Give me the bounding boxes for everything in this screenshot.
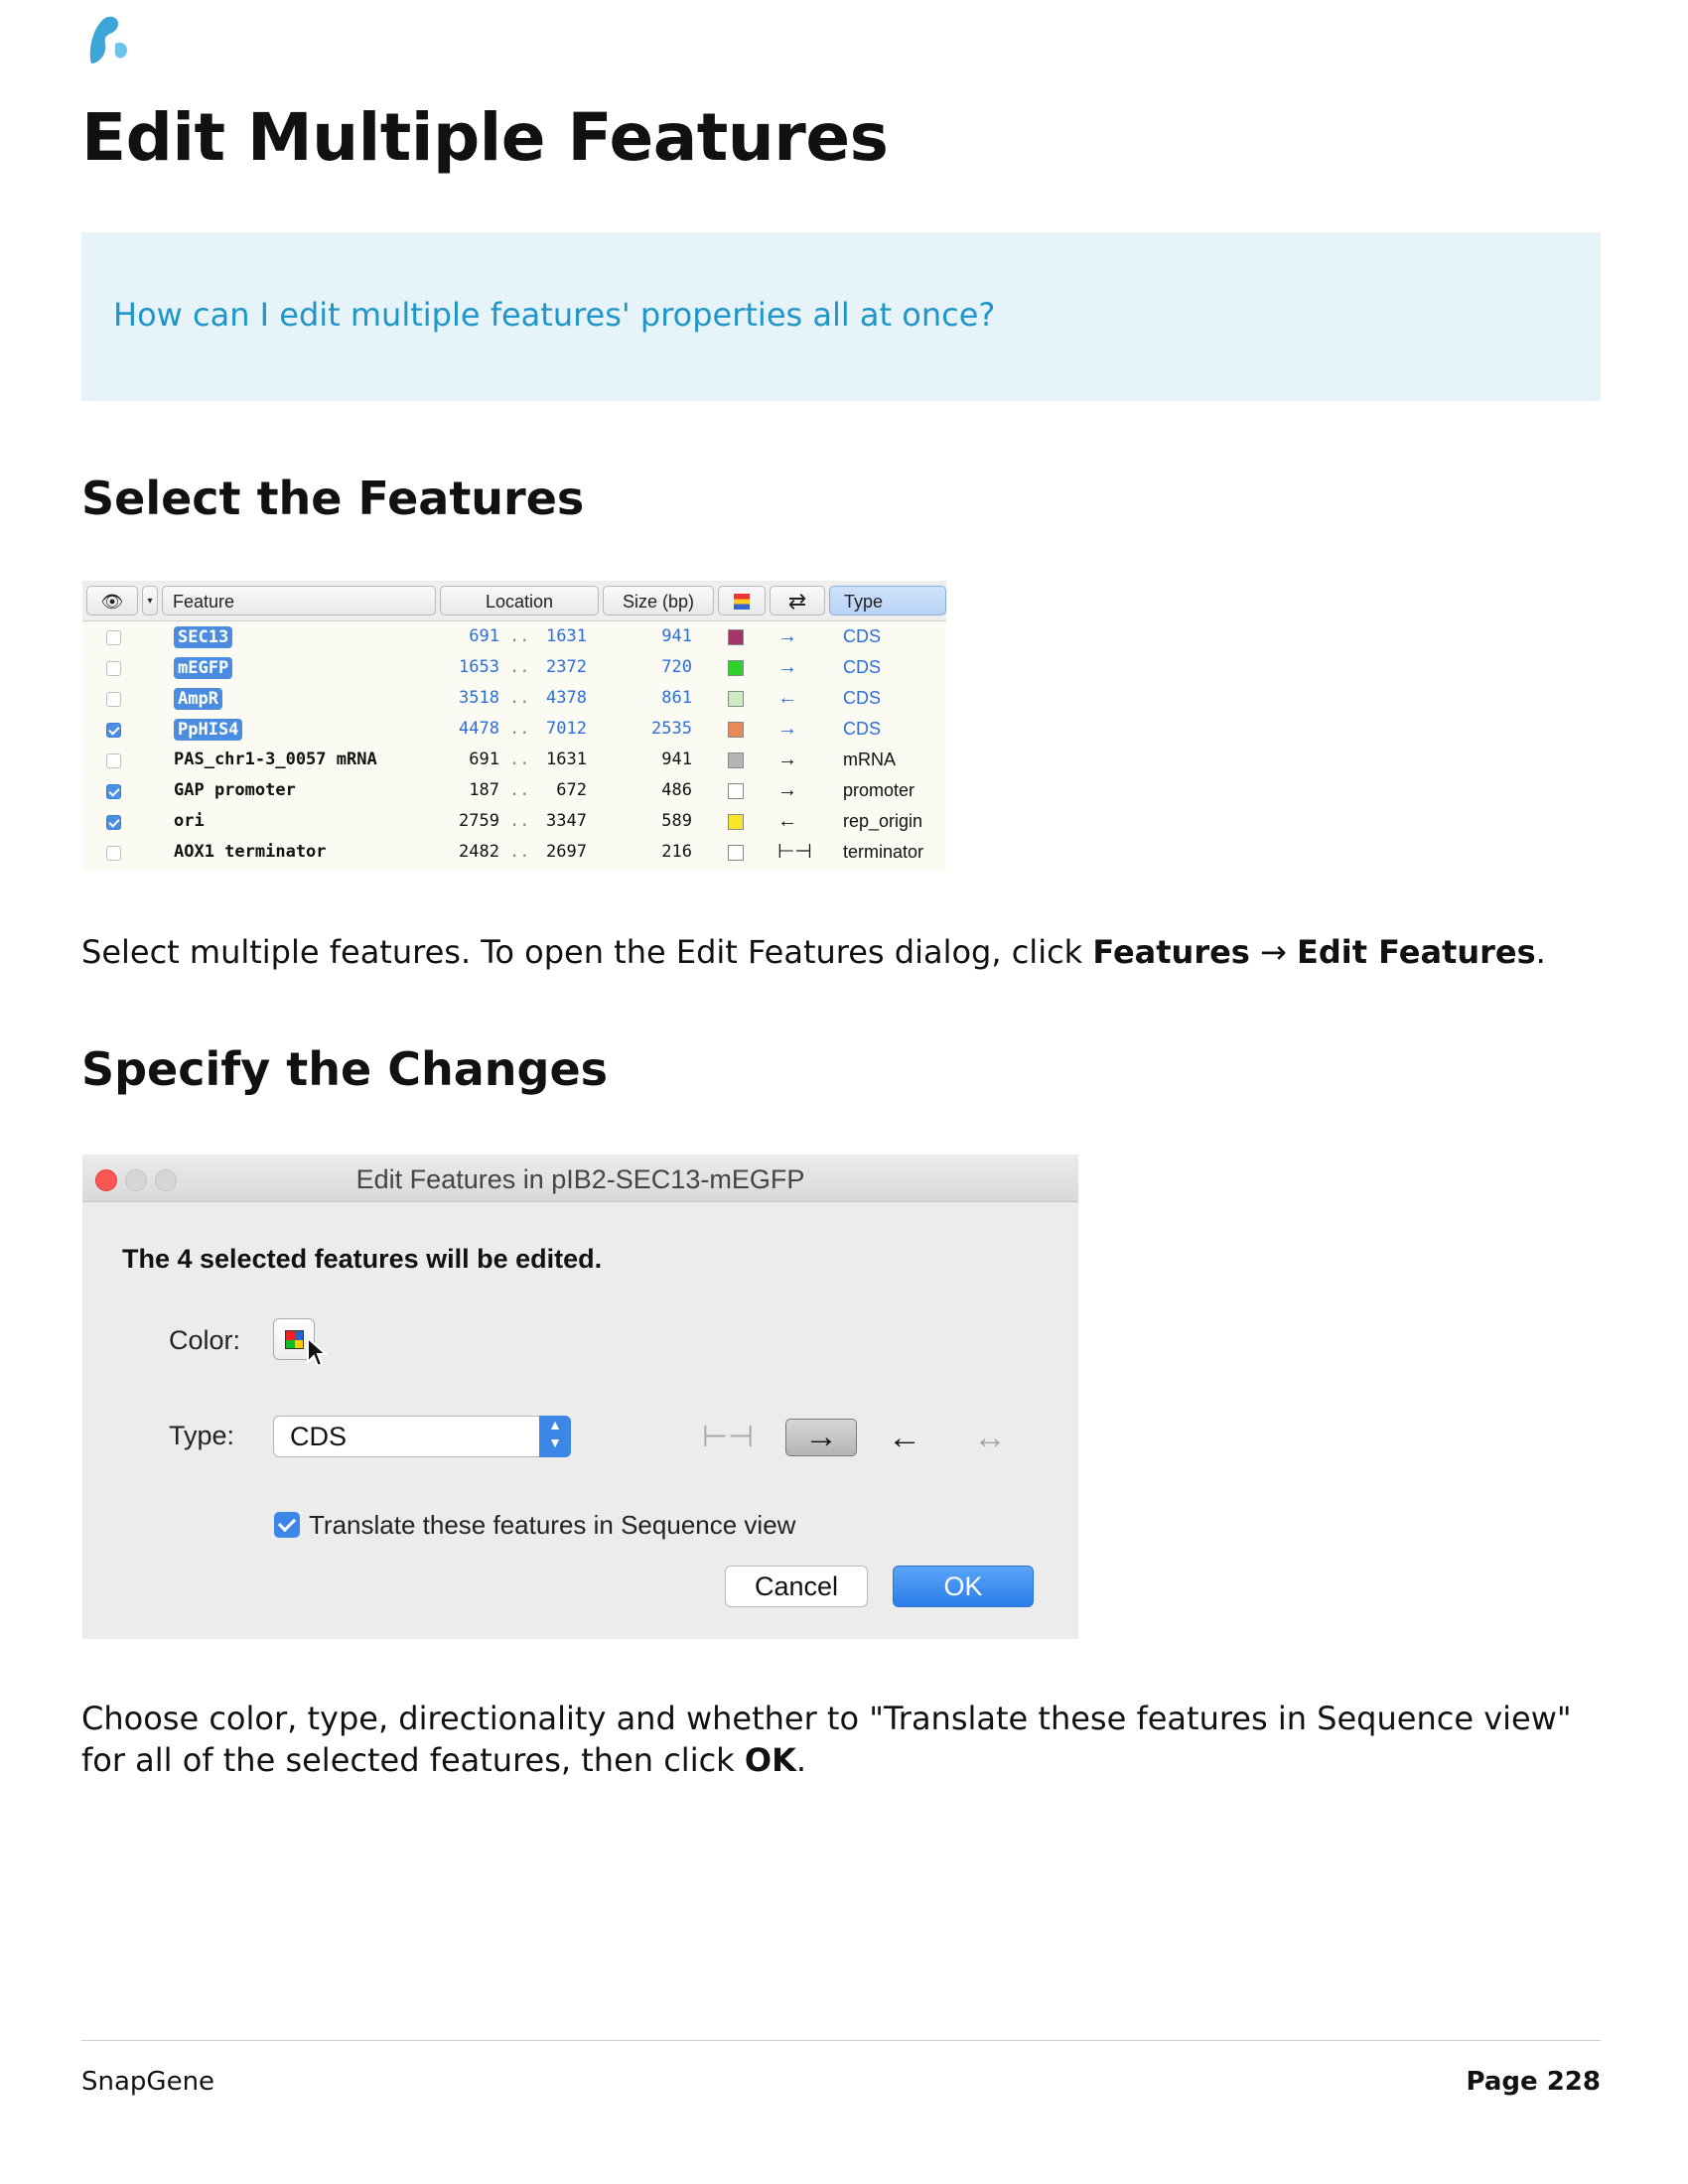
arrow-both-icon: ↔ (973, 1419, 1007, 1456)
instruction-text: Choose color, type, directionality and whether to "Translate these features in Sequence view" for all of the selected features, then click (81, 1700, 1572, 1779)
type-select[interactable] (273, 1416, 571, 1457)
faq-callout (81, 232, 1601, 401)
feature-type: CDS (843, 688, 882, 708)
dialog-title: Edit Features in pIB2-SEC13-mEGFP (355, 1164, 805, 1194)
footer-divider (81, 2040, 1601, 2041)
location-end: 4378 (546, 688, 587, 708)
dialog-titlebar (82, 1155, 1078, 1202)
feature-type: CDS (843, 719, 882, 739)
instruction-text: Select multiple features. To open the Edit Features dialog, click (81, 933, 1093, 971)
instruction-period: . (1535, 933, 1546, 971)
feature-color-swatch[interactable] (728, 783, 744, 799)
direction-column-header[interactable] (770, 586, 825, 615)
feature-type: promoter (843, 780, 915, 800)
location-start: 1653 (459, 657, 499, 677)
feature-type: rep_origin (843, 811, 923, 831)
feature-column-header[interactable]: Feature (162, 586, 436, 615)
type-column-header[interactable]: Type (829, 586, 946, 615)
direction-arrow-icon: → (777, 718, 797, 740)
feature-type: mRNA (843, 750, 896, 769)
cancel-button[interactable]: Cancel (725, 1566, 868, 1607)
features-table-header (82, 581, 946, 621)
row-visibility-checkbox[interactable] (106, 692, 121, 707)
location-end: 2372 (546, 657, 587, 677)
location-start: 2759 (459, 811, 499, 831)
visibility-menu-button[interactable] (142, 586, 158, 615)
features-table-screenshot (82, 581, 946, 871)
location-end: 1631 (546, 750, 587, 769)
select-stepper-icon: ▲ ▼ (539, 1416, 571, 1457)
direction-arrow-icon: → (777, 656, 797, 678)
menu-features: Features (1092, 933, 1250, 971)
feature-name: PpHIS4 (174, 719, 242, 741)
section-heading-specify: Specify the Changes (81, 1042, 609, 1096)
section-heading-select: Select the Features (81, 472, 585, 525)
eye-icon: 👁 (100, 592, 124, 612)
dir-button-none[interactable] (696, 1421, 760, 1456)
row-visibility-checkbox[interactable] (106, 661, 121, 676)
size-column-header[interactable]: Size (bp) (603, 586, 714, 615)
table-row[interactable] (82, 652, 946, 683)
page-number: Page 228 (1466, 2067, 1601, 2097)
specify-instructions (81, 1698, 1611, 1781)
color-spectrum-icon (734, 594, 750, 610)
feature-size: 216 (661, 842, 692, 862)
visibility-column-header[interactable] (86, 586, 138, 615)
feature-color-swatch[interactable] (728, 845, 744, 861)
feature-name: PAS_chr1-3_0057 mRNA (174, 750, 377, 769)
ok-button[interactable]: OK (893, 1566, 1034, 1607)
translate-checkbox[interactable] (274, 1512, 300, 1538)
color-column-header[interactable] (718, 586, 766, 615)
location-start: 3518 (459, 688, 499, 708)
table-row[interactable] (82, 683, 946, 714)
location-separator: .. (509, 719, 530, 739)
location-end: 3347 (546, 811, 587, 831)
location-end: 1631 (546, 626, 587, 646)
location-end: 672 (556, 780, 587, 800)
feature-color-swatch[interactable] (728, 629, 744, 645)
feature-type: CDS (843, 626, 882, 646)
color-grid-icon (285, 1330, 304, 1349)
location-separator: .. (509, 688, 530, 708)
feature-name: AmpR (174, 688, 222, 710)
location-column-header[interactable]: Location (440, 586, 599, 615)
location-end: 2697 (546, 842, 587, 862)
type-label: Type: (169, 1421, 235, 1450)
location-separator: .. (509, 750, 530, 769)
instruction-period: . (795, 1741, 807, 1779)
color-label: Color: (169, 1325, 241, 1355)
type-select-value: CDS (290, 1422, 348, 1451)
select-instructions (81, 931, 1611, 973)
location-start: 691 (469, 750, 499, 769)
menu-edit-features: Edit Features (1297, 933, 1536, 971)
feature-type: CDS (843, 657, 882, 677)
feature-size: 861 (661, 688, 692, 708)
location-separator: .. (509, 811, 530, 831)
direction-arrow-icon: → (777, 749, 797, 770)
menu-arrow: → (1249, 933, 1297, 971)
edit-features-dialog (82, 1155, 1078, 1639)
row-visibility-checkbox[interactable] (106, 784, 121, 799)
feature-color-swatch[interactable] (728, 814, 744, 830)
table-row[interactable] (82, 745, 946, 775)
callout-question: How can I edit multiple features' properties all at once? (113, 296, 996, 334)
feature-name: AOX1 terminator (174, 842, 327, 862)
page-title: Edit Multiple Features (81, 99, 889, 176)
feature-size: 941 (661, 626, 692, 646)
row-visibility-checkbox[interactable] (106, 630, 121, 645)
table-row[interactable] (82, 714, 946, 745)
feature-size: 720 (661, 657, 692, 677)
direction-arrow-icon: → (777, 625, 797, 647)
feature-type: terminator (843, 842, 924, 862)
feature-name: GAP promoter (174, 780, 296, 800)
table-row[interactable] (82, 775, 946, 806)
feature-size: 941 (661, 750, 692, 769)
direction-arrow-icon: → (777, 779, 797, 801)
dir-button-forward[interactable] (785, 1419, 857, 1456)
dir-button-both[interactable] (958, 1421, 1022, 1456)
feature-color-swatch[interactable] (728, 691, 744, 707)
direction-arrow-icon: ⊢⊣ (777, 841, 812, 863)
footer-brand: SnapGene (81, 2067, 215, 2097)
snapgene-logo-icon (83, 14, 133, 68)
ok-reference: OK (744, 1741, 796, 1779)
direction-arrow-icon: ← (777, 687, 797, 709)
location-start: 187 (469, 780, 499, 800)
feature-name: ori (174, 811, 205, 831)
feature-color-swatch[interactable] (728, 660, 744, 676)
feature-color-swatch[interactable] (728, 752, 744, 768)
location-separator: .. (509, 780, 530, 800)
location-start: 691 (469, 626, 499, 646)
feature-name: SEC13 (174, 626, 232, 648)
location-end: 7012 (546, 719, 587, 739)
chevron-down-icon: ▾ (147, 596, 153, 607)
translate-label: Translate these features in Sequence view (309, 1510, 796, 1540)
row-visibility-checkbox[interactable] (106, 815, 121, 830)
row-visibility-checkbox[interactable] (106, 723, 121, 738)
table-row[interactable] (82, 837, 946, 868)
location-start: 2482 (459, 842, 499, 862)
mouse-cursor-icon (306, 1336, 328, 1368)
location-separator: .. (509, 657, 530, 677)
arrow-left-icon: ← (888, 1419, 921, 1456)
location-separator: .. (509, 626, 530, 646)
feature-color-swatch[interactable] (728, 722, 744, 738)
location-start: 4478 (459, 719, 499, 739)
location-separator: .. (509, 842, 530, 862)
bar-line-icon: ⊢⊣ (701, 1421, 755, 1453)
arrow-right-icon: → (804, 1418, 838, 1455)
swap-arrows-icon: ⇄ (787, 589, 807, 614)
row-visibility-checkbox[interactable] (106, 753, 121, 768)
feature-size: 486 (661, 780, 692, 800)
feature-name: mEGFP (174, 657, 232, 679)
table-row[interactable] (82, 806, 946, 837)
row-visibility-checkbox[interactable] (106, 846, 121, 861)
feature-size: 2535 (651, 719, 692, 739)
dir-button-reverse[interactable] (873, 1421, 936, 1456)
table-row[interactable] (82, 621, 946, 652)
feature-size: 589 (661, 811, 692, 831)
dialog-message: The 4 selected features will be edited. (122, 1244, 603, 1274)
direction-arrow-icon: ← (777, 810, 797, 832)
